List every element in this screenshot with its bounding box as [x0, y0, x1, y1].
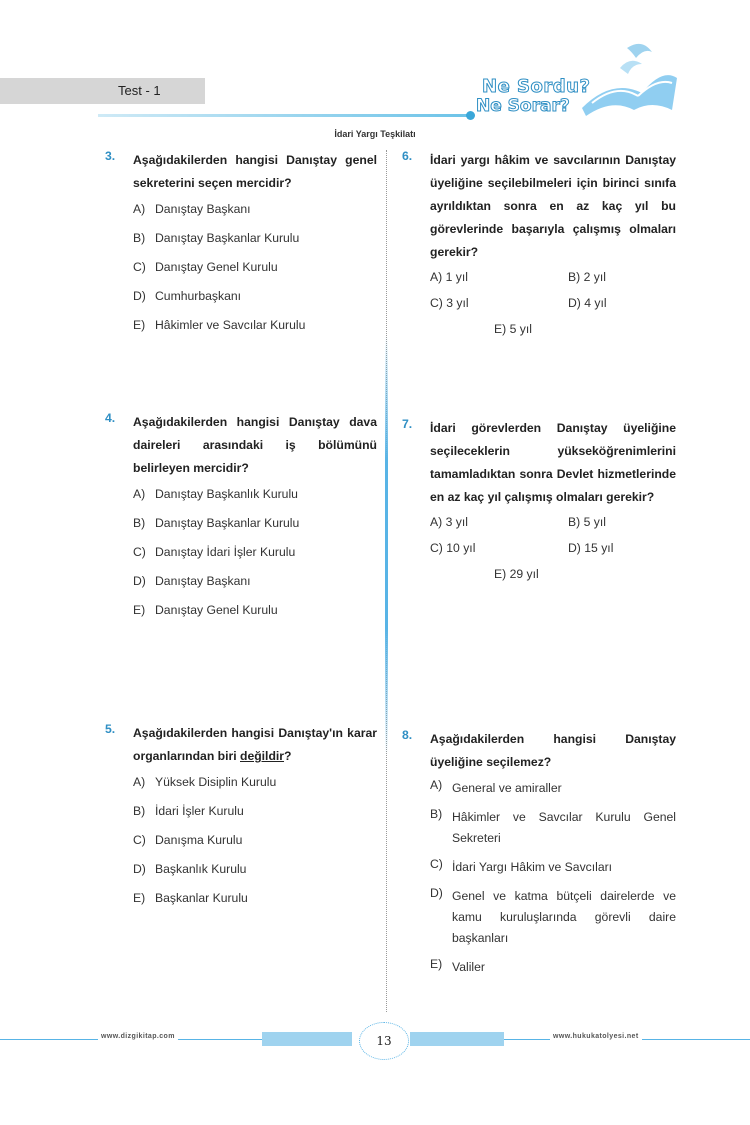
option-b[interactable]: B) 5 yıl: [568, 515, 606, 529]
option-a[interactable]: A) Danıştay Başkanı: [133, 202, 251, 216]
negation-emphasis: değildir: [240, 749, 285, 763]
header-rule: [98, 114, 470, 117]
option-e[interactable]: E) Hâkimler ve Savcılar Kurulu: [133, 318, 306, 332]
section-title: İdari Yargı Teşkilatı: [334, 129, 416, 139]
question-8: [402, 728, 676, 978]
option-d[interactable]: D) Danıştay Başkanı: [133, 574, 251, 588]
question-number: 5.: [105, 722, 116, 736]
option-d[interactable]: D) Cumhurbaşkanı: [133, 289, 242, 303]
question-7: [402, 417, 676, 587]
column-divider-accent: [385, 335, 388, 755]
option-e[interactable]: E) Valiler: [430, 957, 485, 974]
question-stem: Aşağıdakilerden hangisi Danıştay genel sekreterini seçen mercidir?: [133, 153, 377, 190]
page-number: 13: [359, 1022, 409, 1060]
question-stem: İdari yargı hâkim ve savcılarının Danıştay üyeliğine seçilebilmeleri için birinci sınıfa ayrıldıktan sonra en az kaç yıl bu görevlerinde başarıyla çalışmış olmaları gerekir?: [430, 153, 676, 259]
option-e[interactable]: E) Danıştay Genel Kurulu: [133, 603, 278, 617]
option-c[interactable]: C) 10 yıl: [430, 541, 476, 555]
option-a[interactable]: A) 1 yıl: [430, 270, 468, 284]
option-b[interactable]: B) İdari İşler Kurulu: [133, 804, 244, 818]
option-c[interactable]: C) İdari Yargı Hâkim ve Savcıları: [430, 857, 613, 874]
question-3: [105, 149, 377, 340]
logo-line-2: Ne Sorar?: [476, 96, 570, 116]
option-a[interactable]: A) General ve amiraller: [430, 778, 562, 795]
footer-bar-right: [410, 1032, 504, 1046]
option-b[interactable]: B) 2 yıl: [568, 270, 606, 284]
question-number: 7.: [402, 417, 413, 431]
logo: [472, 38, 682, 120]
option-c[interactable]: C) 3 yıl: [430, 296, 469, 310]
question-stem: Aşağıdakilerden hangisi Danıştay dava daireleri arasındaki iş bölümünü belirleyen mercidir?: [133, 415, 377, 475]
option-e[interactable]: E) Başkanlar Kurulu: [133, 891, 248, 905]
question-number: 8.: [402, 728, 413, 742]
option-a[interactable]: A) Danıştay Başkanlık Kurulu: [133, 487, 298, 501]
question-stem: Aşağıdakilerden hangisi Danıştay üyeliğine seçilemez?: [430, 732, 676, 769]
question-5: [105, 722, 377, 913]
question-4: [105, 411, 377, 625]
option-d[interactable]: D) Başkanlık Kurulu: [133, 862, 247, 876]
question-6: [402, 149, 676, 342]
page-footer: [0, 1020, 750, 1060]
logo-line-1: Ne Sordu?: [482, 76, 591, 97]
question-stem: Aşağıdakilerden hangisi Danıştay'ın karar organlarından biri değildir?: [133, 726, 377, 763]
footer-bar-left: [262, 1032, 352, 1046]
option-a[interactable]: A) 3 yıl: [430, 515, 468, 529]
question-number: 3.: [105, 149, 116, 163]
option-b[interactable]: B) Hâkimler ve Savcılar Kurulu Genel Sekreteri: [430, 807, 676, 845]
question-number: 4.: [105, 411, 116, 425]
test-label: Test - 1: [0, 78, 205, 104]
option-c[interactable]: C) Danışma Kurulu: [133, 833, 243, 847]
option-c[interactable]: C) Danıştay İdari İşler Kurulu: [133, 545, 296, 559]
option-b[interactable]: B) Danıştay Başkanlar Kurulu: [133, 516, 300, 530]
footer-site-left[interactable]: www.dizgikitap.com: [98, 1033, 178, 1040]
option-d[interactable]: D) Genel ve katma bütçeli dairelerde ve kamu kuruluşlarında görevli daire başkanları: [430, 886, 676, 945]
question-stem: İdari görevlerden Danıştay üyeliğine seçileceklerin yükseköğrenimlerini tamamladıktan sonra Devlet hizmetlerinde en az kaç yıl çalışmış olmaları gerekir?: [430, 421, 676, 504]
option-a[interactable]: A) Yüksek Disiplin Kurulu: [133, 775, 277, 789]
option-c[interactable]: C) Danıştay Genel Kurulu: [133, 260, 278, 274]
option-e[interactable]: E) 29 yıl: [494, 567, 539, 581]
option-d[interactable]: D) 4 yıl: [568, 296, 607, 310]
question-number: 6.: [402, 149, 413, 163]
footer-site-right[interactable]: www.hukukatolyesi.net: [550, 1033, 642, 1040]
option-e[interactable]: E) 5 yıl: [494, 322, 532, 336]
option-d[interactable]: D) 15 yıl: [568, 541, 614, 555]
option-b[interactable]: B) Danıştay Başkanlar Kurulu: [133, 231, 300, 245]
